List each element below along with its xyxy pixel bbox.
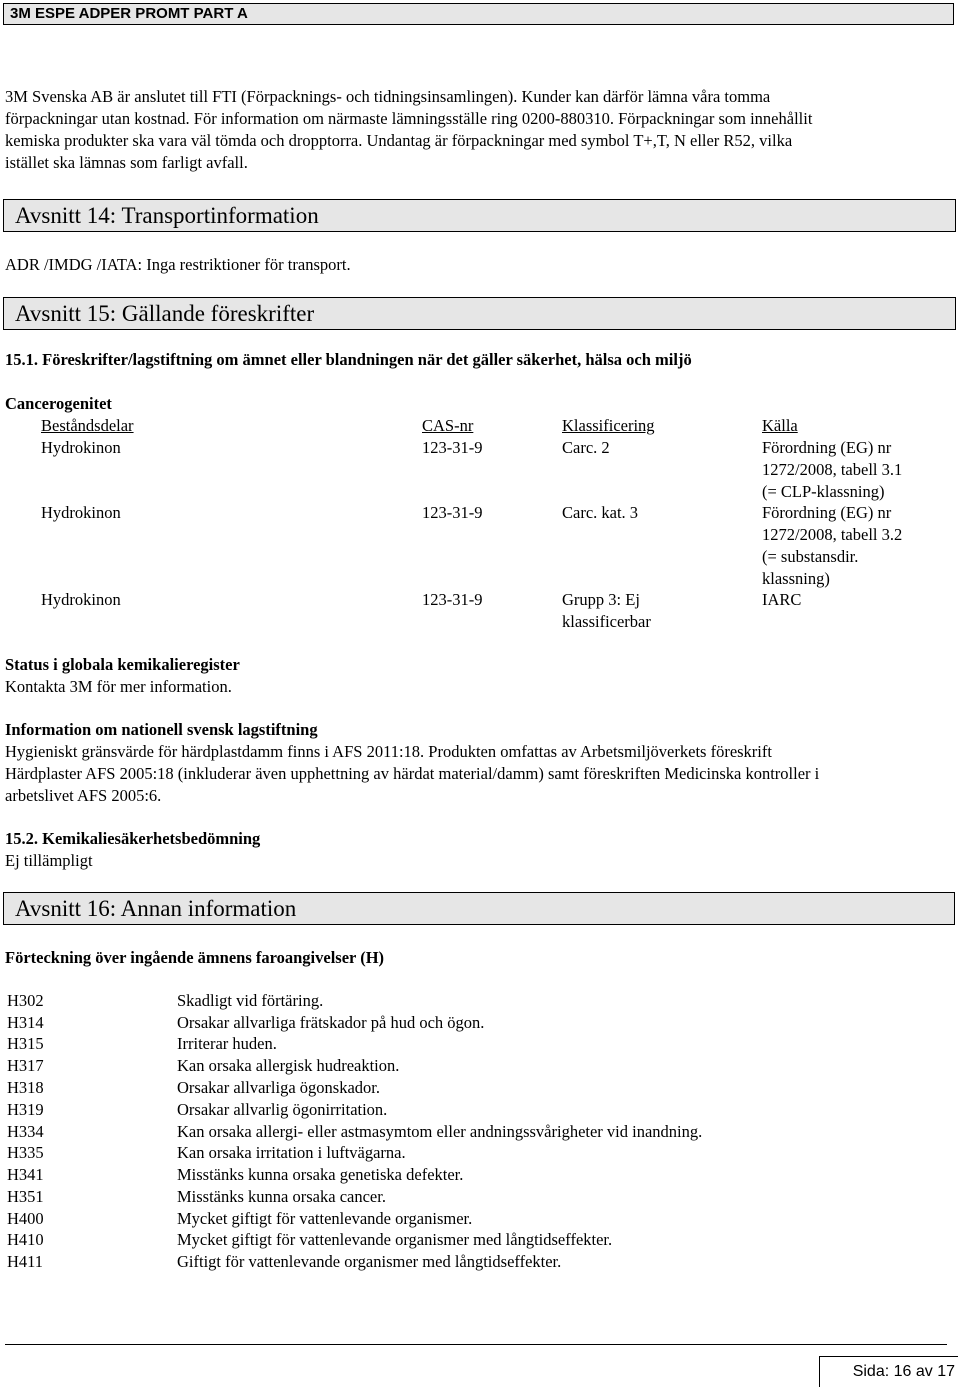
intro-paragraph xyxy=(5,86,945,174)
subsection-15-2-text: Ej tillämpligt xyxy=(5,851,93,870)
h-text: Irriterar huden. xyxy=(177,1034,277,1053)
h-code: H334 xyxy=(7,1122,44,1141)
source-line: (= substansdir. xyxy=(762,547,859,566)
h-code: H315 xyxy=(7,1034,44,1053)
table-header-component: Beståndsdelar xyxy=(41,416,134,435)
h-statements-heading: Förteckning över ingående ämnens faroangivelser (H) xyxy=(5,948,385,967)
intro-line: förpackningar utan kostnad. För information om närmaste lämningsställe ring 0200-880310. Förpackningar som innehållit xyxy=(5,109,813,128)
table-header-classification: Klassificering xyxy=(562,416,655,435)
national-law-text xyxy=(5,741,945,807)
source-line: (= CLP-klassning) xyxy=(762,482,885,501)
h-code: H335 xyxy=(7,1143,44,1162)
h-code: H318 xyxy=(7,1078,44,1097)
intro-line: istället ska lämnas som farligt avfall. xyxy=(5,153,248,172)
table-cell-source: IARC xyxy=(762,590,802,609)
h-text: Skadligt vid förtäring. xyxy=(177,991,324,1010)
classification-line: Grupp 3: Ej xyxy=(562,590,640,609)
national-law-line: arbetslivet AFS 2005:6. xyxy=(5,786,162,805)
source-line: Förordning (EG) nr xyxy=(762,438,892,457)
national-law-heading: Information om nationell svensk lagstiftning xyxy=(5,720,318,739)
carcinogenicity-heading: Cancerogenitet xyxy=(5,394,112,413)
h-code: H410 xyxy=(7,1230,44,1249)
section-14-title: Avsnitt 14: Transportinformation xyxy=(3,199,956,232)
table-cell-classification xyxy=(562,589,651,633)
classification-line: klassificerbar xyxy=(562,612,651,631)
section-16-title: Avsnitt 16: Annan information xyxy=(3,892,955,925)
intro-line: kemiska produkter ska vara väl tömda och dropptorra. Undantag är förpackningar med symbol T+,T, N eller R52, vilka xyxy=(5,131,793,150)
h-text: Orsakar allvarliga ögonskador. xyxy=(177,1078,380,1097)
table-cell-component: Hydrokinon xyxy=(41,503,121,522)
table-header-source: Källa xyxy=(762,416,798,435)
intro-line: 3M Svenska AB är anslutet till FTI (Förpacknings- och tidningsinsamlingen). Kunder kan därför lämna våra tomma xyxy=(5,87,771,106)
h-code: H319 xyxy=(7,1100,44,1119)
national-law-line: Härdplaster AFS 2005:18 (inkluderar även upphettning av härdat material/damm) samt föreskriften Medicinska kontroller i xyxy=(5,764,820,783)
h-text: Misstänks kunna orsaka genetiska defekter. xyxy=(177,1165,464,1184)
section-15-title: Avsnitt 15: Gällande föreskrifter xyxy=(3,297,956,330)
source-line: 1272/2008, tabell 3.2 xyxy=(762,525,903,544)
table-header-cas: CAS-nr xyxy=(422,416,474,435)
h-code: H400 xyxy=(7,1209,44,1228)
h-text: Kan orsaka allergisk hudreaktion. xyxy=(177,1056,400,1075)
source-line: 1272/2008, tabell 3.1 xyxy=(762,460,903,479)
table-cell-cas: 123-31-9 xyxy=(422,438,483,457)
subsection-15-2-heading: 15.2. Kemikaliesäkerhetsbedömning xyxy=(5,829,261,848)
h-code: H302 xyxy=(7,991,44,1010)
table-cell-classification: Carc. kat. 3 xyxy=(562,503,639,522)
table-cell-cas: 123-31-9 xyxy=(422,590,483,609)
h-code: H341 xyxy=(7,1165,44,1184)
table-cell-component: Hydrokinon xyxy=(41,438,121,457)
h-text: Kan orsaka allergi- eller astmasymtom eller andningssvårigheter vid inandning. xyxy=(177,1122,703,1141)
h-code: H351 xyxy=(7,1187,44,1206)
source-line: Förordning (EG) nr xyxy=(762,503,892,522)
table-cell-classification: Carc. 2 xyxy=(562,438,610,457)
table-cell-cas: 123-31-9 xyxy=(422,503,483,522)
h-code: H411 xyxy=(7,1252,44,1271)
h-code: H314 xyxy=(7,1013,44,1032)
h-text: Kan orsaka irritation i luftvägarna. xyxy=(177,1143,406,1162)
subsection-15-1-heading: 15.1. Föreskrifter/lagstiftning om ämnet eller blandningen när det gäller säkerhet, hälsa och miljö xyxy=(5,350,692,369)
h-text: Misstänks kunna orsaka cancer. xyxy=(177,1187,386,1206)
table-cell-source xyxy=(762,502,902,590)
h-text: Orsakar allvarliga frätskador på hud och ögon. xyxy=(177,1013,485,1032)
table-cell-component: Hydrokinon xyxy=(41,590,121,609)
page-number: Sida: 16 av 17 xyxy=(819,1356,958,1387)
h-text: Giftigt för vattenlevande organismer med långtidseffekter. xyxy=(177,1252,562,1271)
h-text: Mycket giftigt för vattenlevande organismer. xyxy=(177,1209,473,1228)
status-heading: Status i globala kemikalieregister xyxy=(5,655,240,674)
document-header: 3M ESPE ADPER PROMT PART A xyxy=(3,3,954,25)
h-text: Orsakar allvarlig ögonirritation. xyxy=(177,1100,388,1119)
footer-divider xyxy=(5,1344,947,1345)
section-14-text: ADR /IMDG /IATA: Inga restriktioner för transport. xyxy=(5,255,351,274)
table-cell-source xyxy=(762,437,902,503)
source-line: klassning) xyxy=(762,569,830,588)
status-text: Kontakta 3M för mer information. xyxy=(5,677,232,696)
h-code: H317 xyxy=(7,1056,44,1075)
h-text: Mycket giftigt för vattenlevande organismer med långtidseffekter. xyxy=(177,1230,613,1249)
national-law-line: Hygieniskt gränsvärde för härdplastdamm finns i AFS 2011:18. Produkten omfattas av Arbetsmiljöverkets föreskrift xyxy=(5,742,772,761)
